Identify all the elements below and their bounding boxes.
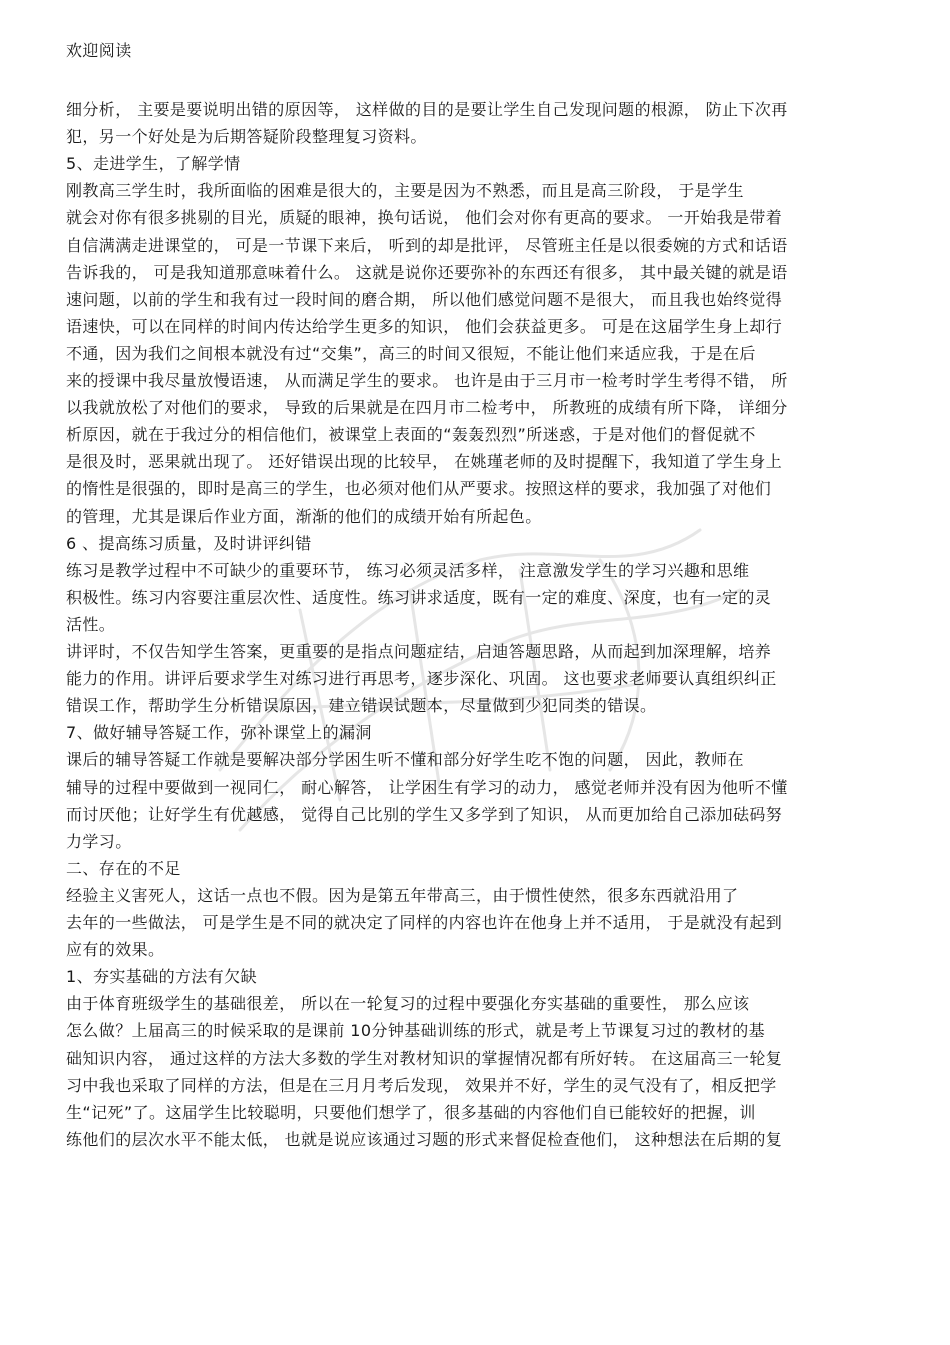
body-text-line: 而讨厌他；让好学生有优越感， 觉得自己比别的学生又多学到了知识， 从而更加给自己添加砝码努 xyxy=(66,804,783,824)
body-text-line: 6 、提高练习质量，及时讲评纠错 xyxy=(66,533,312,553)
body-text-line: 刚教高三学生时，我所面临的困难是很大的，主要是因为不熟悉，而且是高三阶段， 于是学生 xyxy=(66,181,744,201)
body-text-line: 析原因，就在于我过分的相信他们，被课堂上表面的“轰轰烈烈”所迷惑，于是对他们的督促就不 xyxy=(66,425,756,445)
body-text-line: 就会对你有很多挑剔的目光，质疑的眼神，换句话说， 他们会对你有更高的要求。 一开始我是带着 xyxy=(66,208,783,228)
body-text-line: 应有的效果。 xyxy=(66,940,165,960)
body-text-line: 活性。 xyxy=(66,614,116,634)
body-text-line: 生“记死”了。这届学生比较聪明，只要他们想学了，很多基础的内容他们自已能较好的把握，训 xyxy=(66,1102,756,1122)
body-text-line: 经验主义害死人，这话一点也不假。因为是第五年带高三，由于惯性使然，很多东西就沿用了 xyxy=(66,885,739,905)
body-text-line: 速问题，以前的学生和我有过一段时间的磨合期， 所以他们感觉问题不是很大， 而且我也始终觉得 xyxy=(66,289,783,309)
body-text-line: 去年的一些做法， 可是学生是不同的就决定了同样的内容也许在他身上并不适用， 于是就没有起到 xyxy=(66,913,783,932)
body-text-line: 练习是教学过程中不可缺少的重要环节， 练习必须灵活多样， 注意激发学生的学习兴趣和思维 xyxy=(66,560,750,580)
body-text-line: 自信满满走进课堂的， 可是一节课下来后， 听到的却是批评， 尽管班主任是以很委婉的方式和话语 xyxy=(66,235,788,255)
body-text-line: 怎么做？上届高三的时候采取的是课前 10分钟基础训练的形式，就是考上节课复习过的教材的基 xyxy=(66,1021,766,1041)
body-text-line: 1、夯实基础的方法有欠缺 xyxy=(66,967,257,987)
body-text-line: 错误工作，帮助学生分析错误原因，建立错误试题本，尽量做到少犯同类的错误。 xyxy=(66,696,657,716)
body-text-line: 犯，另一个好处是为后期答疑阶段整理复习资料。 xyxy=(66,127,427,147)
body-text-line: 告诉我的， 可是我知道那意味着什么。 这就是说你还要弥补的东西还有很多， 其中最关键的就是语 xyxy=(66,262,788,282)
body-text-line: 是很及时，恶果就出现了。 还好错误出现的比较早， 在姚瑾老师的及时提醒下，我知道了学生身上 xyxy=(66,452,783,472)
body-text-line: 二、存在的不足 xyxy=(66,858,181,878)
body-text-line: 由于体育班级学生的基础很差， 所以在一轮复习的过程中要强化夯实基础的重要性， 那么应该 xyxy=(66,994,750,1014)
body-text-line: 细分析， 主要是要说明出错的原因等， 这样做的目的是要让学生自己发现问题的根源， 防止下次再 xyxy=(66,100,788,119)
body-text-line: 5、走进学生，了解学情 xyxy=(66,154,241,174)
body-text-line: 不通，因为我们之间根本就没有过“交集”，高三的时间又很短，不能让他们来适应我，于是在后 xyxy=(66,343,756,363)
body-text-line: 练他们的层次水平不能太低， 也就是说应该通过习题的形式来督促检查他们， 这种想法在后期的复 xyxy=(66,1129,783,1149)
body-text-line: 来的授课中我尽量放慢语速， 从而满足学生的要求。 也许是由于三月市一检考时学生考得不错， 所 xyxy=(66,371,788,390)
body-text-line: 语速快，可以在同样的时间内传达给学生更多的知识， 他们会获益更多。 可是在这届学生身上却行 xyxy=(66,316,783,336)
body-text-line: 以我就放松了对他们的要求， 导致的后果就是在四月市二检考中， 所教班的成绩有所下降， 详细分 xyxy=(66,398,788,418)
body-text-line: 础知识内容， 通过这样的方法大多数的学生对教材知识的掌握情况都有所好转。 在这届高三一轮复 xyxy=(66,1048,783,1068)
body-text-line: 辅导的过程中要做到一视同仁， 耐心解答， 让学困生有学习的动力， 感觉老师并没有因为他听不懂 xyxy=(66,777,788,797)
body-text-line: 力学习。 xyxy=(66,831,132,851)
body-text-line: 课后的辅导答疑工作就是要解决部分学困生听不懂和部分好学生吃不饱的问题， 因此，教师在 xyxy=(66,750,744,770)
body-text-line: 讲评时，不仅告知学生答案，更重要的是指点问题症结，启迪答题思路，从而起到加深理解，培养 xyxy=(66,642,772,661)
document-header: 欢迎阅读 xyxy=(66,41,132,60)
body-text-line: 积极性。练习内容要注重层次性、适度性。练习讲求适度，既有一定的难度、深度，也有一定的灵 xyxy=(66,587,772,607)
body-text-line: 的管理，尤其是课后作业方面，渐渐的他们的成绩开始有所起色。 xyxy=(66,506,542,526)
body-text-line: 习中我也采取了同样的方法，但是在三月月考后发现， 效果并不好，学生的灵气没有了，相反把学 xyxy=(66,1075,777,1095)
body-text-line: 的惰性是很强的，即时是高三的学生，也必须对他们从严要求。按照这样的要求，我加强了对他们 xyxy=(66,479,772,499)
body-text-line: 7、做好辅导答疑工作，弥补课堂上的漏洞 xyxy=(66,723,372,743)
body-text-line: 能力的作用。讲评后要求学生对练习进行再思考，逐步深化、巩固。 这也要求老师要认真组织纠正 xyxy=(66,669,777,689)
